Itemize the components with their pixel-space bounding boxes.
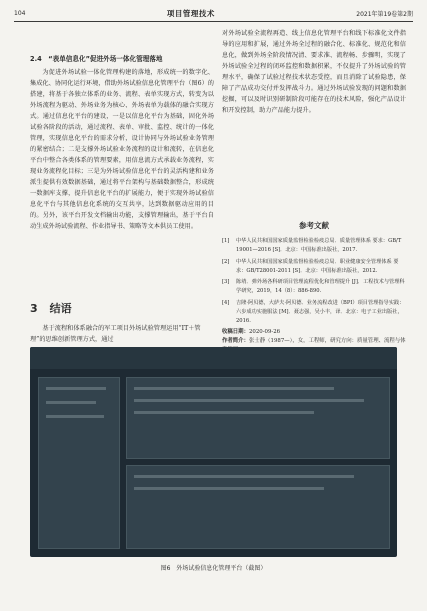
- journal-title: 项目管理技术: [166, 8, 215, 18]
- reference-item: [4] 吉隆·阿贝德，大萨夫·阿贝德．业务流程改进（BPI）项目管理指导实践：六步成功实施服法 [M]．聂志强，吴小丰，译．北京：电子工业出版社，2016.: [222, 299, 405, 325]
- conclusion-body: 基于流程和体系融合的军工项目外场试验管理运用“IT＋管理”的思维创新管理方式，通过: [30, 325, 201, 343]
- reference-item: [2] 中华人民共和国国家质量监督检验检疫总局．职业健康安全管理体系 要求：GB/T28001-2011 [S]．北京：中国标准出版社，2012.: [222, 258, 399, 274]
- reference-item: [3] 陈靖．弹外场各科研项目管理流程优化和管理提升 [J]．工程技术与管理科学研究，2019，14（8）：886-890.: [222, 279, 405, 295]
- screenshot-toolbar: [30, 347, 397, 369]
- screenshot-row: [46, 401, 96, 404]
- references-heading: 参考文献: [299, 221, 329, 230]
- screenshot-row: [46, 415, 104, 418]
- author-bio: 张士静（1987—），女，工程师，研究方向：质量管理、流程与体: [248, 338, 406, 344]
- conclusion-title: 结语: [49, 302, 72, 315]
- header-rule: [14, 21, 413, 22]
- conclusion-heading: [30, 300, 72, 316]
- section-body-right: 对外场试验全流程再造、线上信息化管理平台和线下标准化文件指导的应用和扩展，通过外场全过程的融合化、标准化、规范化和信息化，做到外场全阶段情况清、要求准、流程畅、步骤明，实现了外场试验全过程的闭环监控和数据积累，不仅提升了外场试验的管理水平，确保了试验过程技术状态受控，而且消除了试验隐患，保障了产品成功交付并发挥战斗力。通过外场试验发现的问题和数据挖掘，可以及时识别研制阶段可能存在的技术风险，强化产品设计和开发控制，助力产品能力提升。: [222, 30, 406, 114]
- screenshot-row: [134, 475, 354, 478]
- author-label: 作者简介：: [222, 338, 249, 344]
- right-column: [222, 28, 406, 116]
- screenshot-row: [46, 387, 106, 390]
- section-title: 2.4 “表单信息化”促进外场一体化管理落地: [30, 55, 163, 63]
- screenshot-row: [134, 399, 364, 402]
- received-date: 2020-09-26: [248, 329, 281, 335]
- platform-screenshot-figure: [30, 347, 397, 557]
- screenshot-row: [134, 411, 314, 414]
- received-label: 收稿日期：: [222, 329, 249, 335]
- issue-info: 2021年第19卷第2期: [356, 10, 413, 18]
- page-number: 104: [14, 9, 26, 17]
- conclusion-number: 3: [30, 302, 38, 315]
- screenshot-row: [134, 487, 324, 490]
- screenshot-row: [134, 387, 334, 390]
- reference-item: [1] 中华人民共和国国家质量监督检验检疫总局．质量管理体系 要求：GB/T 19001—2016 [S]．北京：中国标准出版社，2017.: [222, 238, 402, 254]
- references-list: [222, 237, 408, 329]
- section-body-left: 为促进外场试验一体化管理构建的落地，形成统一的数字化、集成化、协同化运行环境，借助外场试验信息化管理平台（图6）的搭建，将基于各独立体系的业务、流程、表单实现方式，转变为以外场流程为驱动、外场业务为核心、外场表单为载体的融合实现方式。通过信息化平台的建设，一是以信息化平台为基础，固化外场试验各阶段的活动，通过流程、表单、审批、监控、统计的一体化管理，实现信息化平台的需求分析，设计协同与外场试验业务管理的紧密结合；二是支撑外场试验业务流程的设计和流转，在信息化平台中整合各类体系的管理要素，用信息流方式承载业务流程，实现业务流程化目标；三是为外场试验信息化平台的灵活构建和业务派生提供有效数据基础，通过将平台架构与基础数据整合，形成统一数据库支撑，提升信息化平台的扩展能力，便于实现外场试验信息化平台与其他信息化系统的交互共享，达到数据驱动应用的目的。另外，该平台开发文档输出功能，支撑管理输出，基于平台自动生成外场试验流程、作业指导书、策略等文本供员工使用。: [30, 69, 214, 230]
- left-column: [30, 54, 214, 232]
- figure-caption: 图6 外场试验信息化管理平台（截图）: [160, 565, 267, 572]
